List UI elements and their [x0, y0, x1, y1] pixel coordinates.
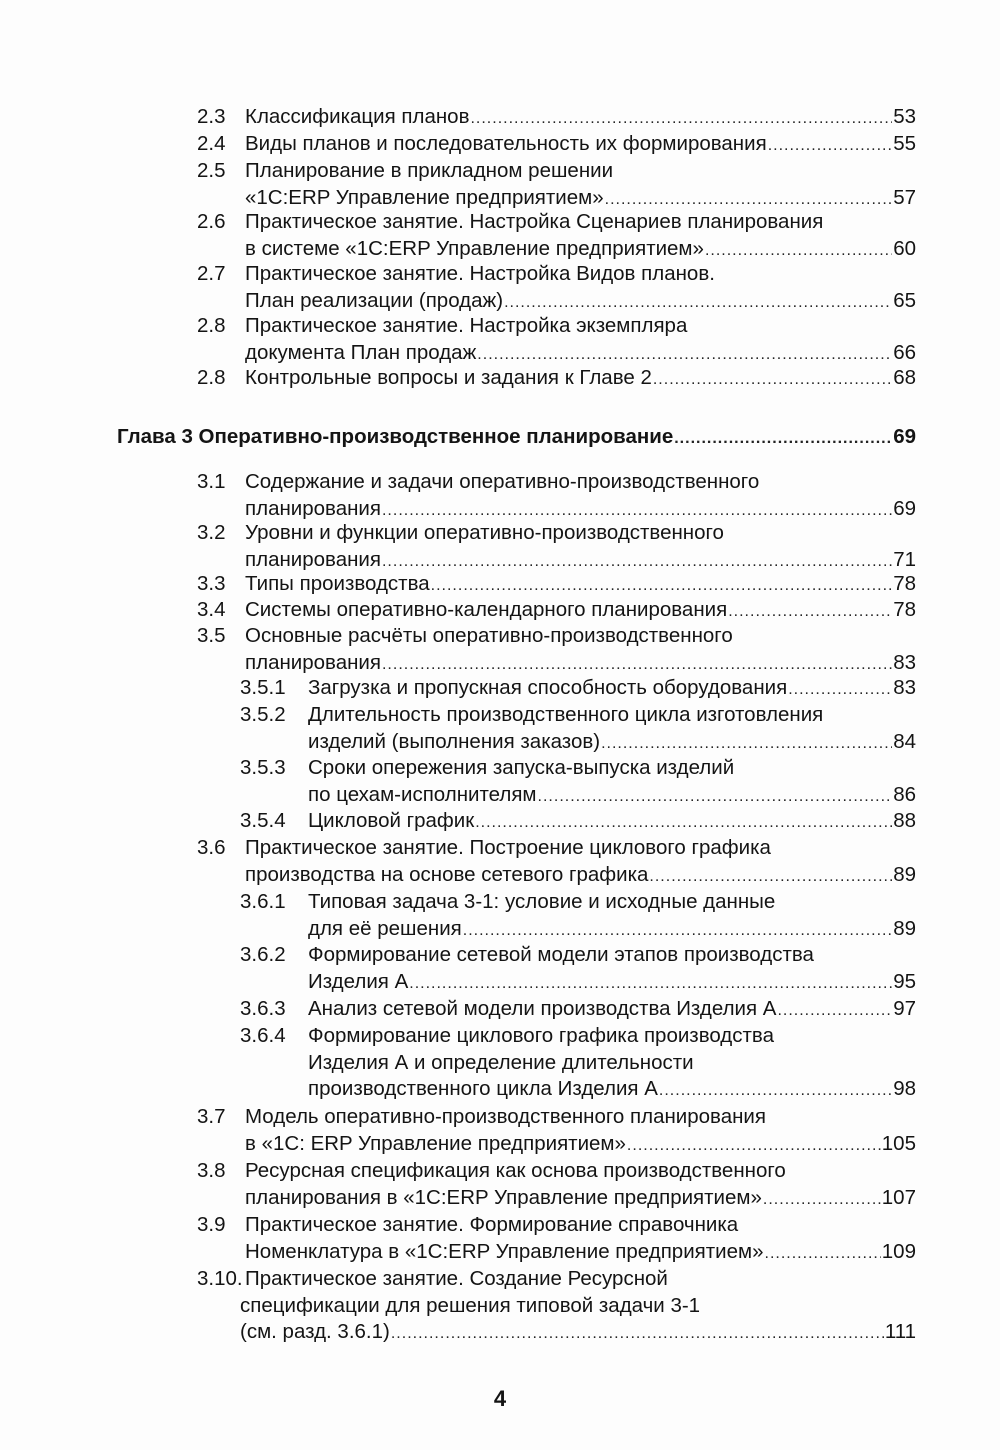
toc-entry-page: 89 — [893, 916, 916, 940]
toc-entry-title: Основные расчёты оперативно-производственного — [245, 624, 733, 647]
toc-entry-title: Изделия А и определение длительности — [308, 1050, 694, 1074]
dot-leader — [777, 998, 892, 1024]
toc-entry-title: План реализации (продаж) — [245, 288, 504, 312]
dot-leader — [705, 238, 892, 264]
toc-entry-page: 55 — [893, 132, 916, 155]
toc-entry-page: 65 — [893, 288, 916, 312]
dot-leader — [504, 290, 892, 316]
toc-entry-title: документа План продаж — [245, 340, 477, 364]
dot-leader — [788, 677, 892, 703]
toc-entry-title: Практическое занятие. Настройка Видов планов. — [245, 262, 715, 285]
toc-entry-page: 98 — [893, 1077, 916, 1100]
toc-entry-page: 97 — [893, 997, 916, 1020]
toc-entry-title: Практическое занятие. Настройка Сценариев планирования — [245, 210, 824, 233]
toc-entry-page: 89 — [893, 862, 916, 886]
toc-entry-title: Глава 3 Оперативно-производственное планирование — [117, 425, 674, 448]
toc-entry-page: 71 — [893, 547, 916, 571]
toc-entry-title: Модель оперативно-производственного планирования — [245, 1105, 766, 1128]
toc-entry-title: Практическое занятие. Создание Ресурсной — [245, 1267, 668, 1290]
toc-entry-number: 2.7 — [197, 262, 226, 285]
dot-leader — [382, 652, 892, 678]
toc-entry-number: 3.6.4 — [240, 1024, 286, 1047]
toc-entry-title: Длительность производственного цикла изготовления — [308, 703, 824, 726]
toc-entry-number: 3.5 — [197, 624, 226, 647]
dot-leader — [728, 599, 892, 625]
toc-entry-title: планирования — [245, 496, 381, 520]
toc-entry-title: Формирование циклового графика производства — [308, 1024, 774, 1047]
toc-entry-page: 109 — [881, 1239, 916, 1263]
toc-entry-title: Анализ сетевой модели производства Изделия А — [308, 997, 777, 1020]
toc-entry-number: 2.5 — [197, 159, 226, 182]
toc-entry-number: 2.8 — [197, 314, 226, 337]
toc-entry-number: 2.3 — [197, 105, 226, 128]
toc-entry-page: 69 — [893, 425, 916, 448]
toc-entry-page: 84 — [893, 729, 916, 753]
dot-leader — [477, 342, 892, 368]
toc-entry-number: 3.3 — [197, 572, 226, 595]
dot-leader — [768, 133, 893, 159]
toc-entry-page: 111 — [884, 1320, 916, 1343]
toc-entry-title: Цикловой график — [308, 809, 475, 832]
toc-entry-number: 3.1 — [197, 470, 226, 493]
toc-entry-page: 68 — [893, 366, 916, 389]
dot-leader — [763, 1187, 881, 1213]
toc-entry-number: 3.9 — [197, 1213, 226, 1236]
toc-entry-number: 3.4 — [197, 598, 226, 621]
toc-entry-title: Загрузка и пропускная способность оборудования — [308, 676, 788, 699]
toc-entry-number: 3.5.3 — [240, 756, 286, 779]
toc-entry-page: 60 — [893, 236, 916, 260]
toc-entry-page: 83 — [893, 676, 916, 699]
toc-entry-title: Практическое занятие. Настройка экземпляра — [245, 314, 688, 337]
dot-leader — [538, 784, 893, 810]
toc-entry-number: 3.10. — [197, 1267, 243, 1290]
toc-entry-page: 107 — [881, 1185, 916, 1209]
toc-entry-title: в «1С: ERP Управление предприятием» — [245, 1131, 626, 1155]
toc-entry-title: планирования в «1С:ERP Управление предприятием» — [245, 1185, 762, 1209]
toc-entry-page: 53 — [893, 105, 916, 128]
dot-leader — [659, 1078, 892, 1104]
toc-entry-number: 2.4 — [197, 132, 226, 155]
toc-entry-title: изделий (выполнения заказов) — [308, 729, 601, 753]
toc-entry-title: Номенклатура в «1С:ERP Управление предприятием» — [245, 1239, 764, 1263]
toc-entry-title: Сроки опережения запуска-выпуска изделий — [308, 756, 735, 779]
toc-entry-title: Виды планов и последовательность их формирования — [245, 132, 767, 155]
toc-entry-number: 3.5.4 — [240, 809, 286, 832]
dot-leader — [470, 106, 892, 132]
toc-entry-page: 78 — [893, 572, 916, 595]
toc-entry-number: 2.8 — [197, 366, 226, 389]
toc-entry-number: 3.2 — [197, 521, 226, 544]
toc-entry-number: 2.6 — [197, 210, 226, 233]
dot-leader — [391, 1321, 884, 1347]
toc-entry-title: Классификация планов — [245, 105, 470, 128]
toc-entry-title: Практическое занятие. Формирование справочника — [245, 1213, 739, 1236]
dot-leader — [409, 971, 892, 997]
toc-entry-page: 83 — [893, 650, 916, 674]
toc-entry-number: 3.5.1 — [240, 676, 286, 699]
toc-entry-title: Содержание и задачи оперативно-производственного — [245, 470, 760, 493]
toc-entry-title: производственного цикла Изделия А — [308, 1077, 658, 1100]
toc-entry-title: Контрольные вопросы и задания к Главе 2 — [245, 366, 652, 389]
toc-entry-title: планирования — [245, 547, 381, 571]
toc-entry-title: «1С:ERP Управление предприятием» — [245, 185, 604, 209]
toc-entry-title: Типовая задача 3-1: условие и исходные данные — [308, 890, 776, 913]
toc-entry-title: Типы производства — [245, 572, 430, 595]
toc-entry-title: Формирование сетевой модели этапов производства — [308, 943, 814, 966]
toc-entry-title: спецификации для решения типовой задачи 3-1 — [240, 1293, 701, 1317]
toc-entry-title: Планирование в прикладном решении — [245, 159, 614, 182]
dot-leader — [649, 864, 892, 890]
toc-entry-title: Ресурсная спецификация как основа производственного — [245, 1159, 786, 1182]
dot-leader — [601, 731, 892, 757]
toc-entry-number: 3.6.3 — [240, 997, 286, 1020]
toc-entry-title: (см. разд. 3.6.1) — [240, 1320, 390, 1343]
toc-entry-page: 66 — [893, 340, 916, 364]
page-number: 4 — [493, 1386, 507, 1411]
dot-leader — [653, 367, 892, 393]
toc-entry-number: 3.8 — [197, 1159, 226, 1182]
toc-entry-page: 69 — [893, 496, 916, 520]
dot-leader — [765, 1241, 881, 1267]
toc-entry-title: по цехам-исполнителям — [308, 782, 537, 806]
toc-entry-title: для её решения — [308, 916, 462, 940]
toc-entry-page: 105 — [881, 1131, 916, 1155]
toc-entry-page: 95 — [893, 969, 916, 993]
toc-entry-title: Практическое занятие. Построение циклового графика — [245, 836, 771, 859]
toc-entry-number: 3.6.2 — [240, 943, 286, 966]
toc-entry-number: 3.6.1 — [240, 890, 286, 913]
toc-entry-title: планирования — [245, 650, 381, 674]
toc-entry-page: 86 — [893, 782, 916, 806]
toc-entry-page: 88 — [893, 809, 916, 832]
toc-entry-page: 57 — [893, 185, 916, 209]
dot-leader — [463, 918, 892, 944]
toc-entry-title: Системы оперативно-календарного планирования — [245, 598, 728, 621]
toc-entry-number: 3.7 — [197, 1105, 226, 1128]
toc-entry-number: 3.6 — [197, 836, 226, 859]
toc-entry-number: 3.5.2 — [240, 703, 286, 726]
toc-entry-title: Уровни и функции оперативно-производственного — [245, 521, 724, 544]
dot-leader — [674, 426, 892, 452]
toc-entry-title: производства на основе сетевого графика — [245, 862, 649, 886]
toc-entry-title: в системе «1С:ERP Управление предприятием» — [245, 236, 704, 260]
dot-leader — [627, 1133, 881, 1159]
dot-leader — [431, 573, 893, 599]
toc-entry-title: Изделия А — [308, 969, 409, 993]
dot-leader — [475, 810, 892, 836]
toc-entry-page: 78 — [893, 598, 916, 621]
